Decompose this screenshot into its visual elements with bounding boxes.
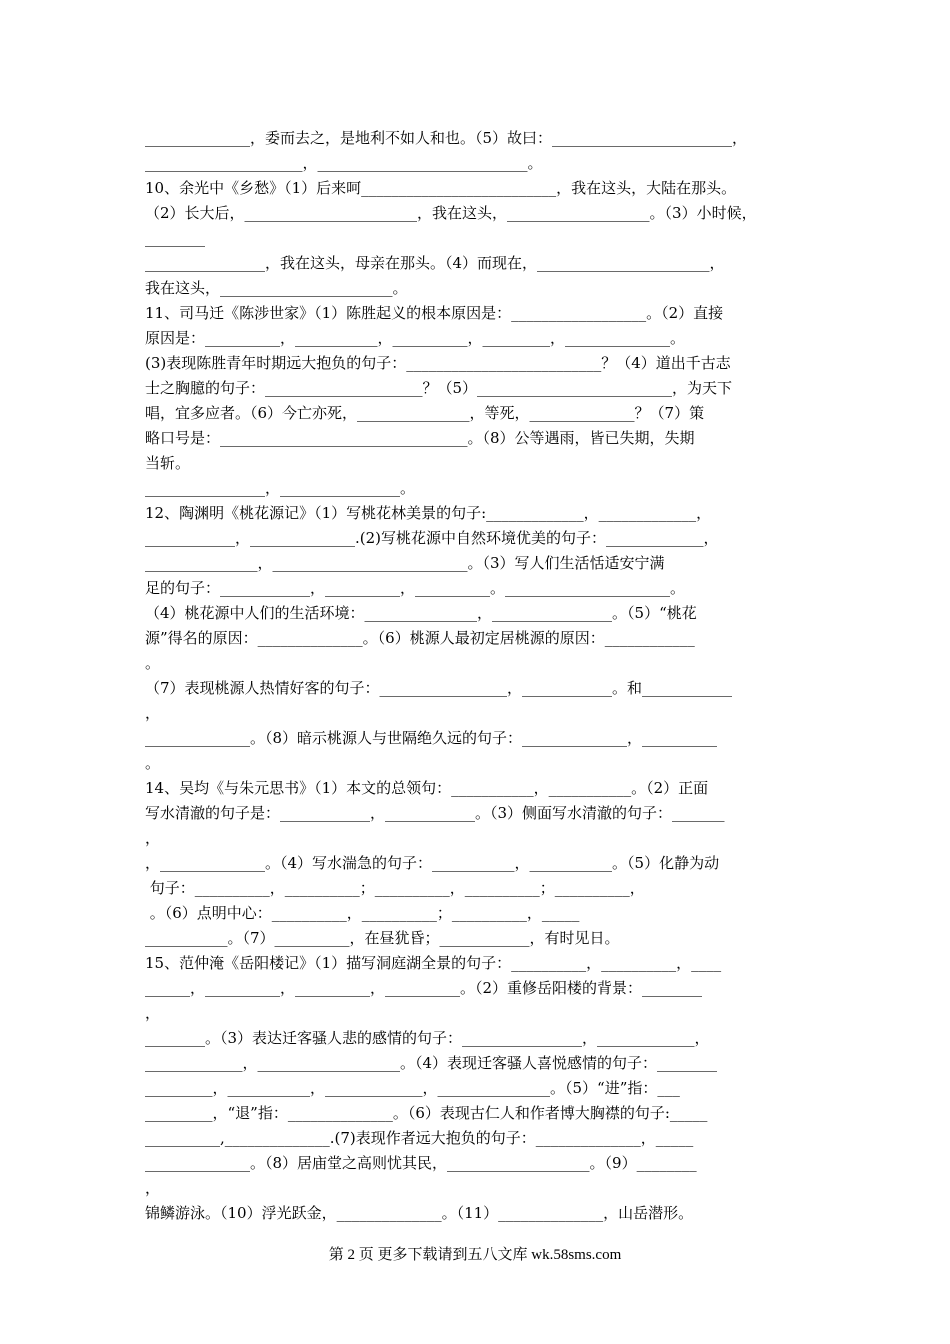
text-line: _________，“退”指：______________。（6）表现古仁人和作者博大胸襟的句子:_____ xyxy=(145,1104,708,1122)
text-line: 略口号是：_________________________________。（8）公等遇雨，皆已失期，失期 xyxy=(145,429,695,447)
text-line: ， xyxy=(145,704,161,722)
text-line: 10、余光中《乡愁》（1）后来呵__________________________，我在这头，大陆在那头。 xyxy=(145,179,737,197)
text-line: _________，___________，_____________，_______________。（5）“进”指：___ xyxy=(145,1079,680,1097)
text-line: 。（6）点明中心：__________，__________；__________，_____ xyxy=(145,904,580,922)
text-line: (3)表现陈胜青年时期远大抱负的句子：__________________________？（4）道出千古志 xyxy=(145,354,731,372)
text-line: 原因是：__________，___________，__________，_________，______________。 xyxy=(145,329,686,347)
text-line: ______，__________，__________，__________。（2）重修岳阳楼的背景：________ xyxy=(145,979,703,997)
text-line: 源”得名的原因：______________。（6）桃源人最初定居桃源的原因：____________ xyxy=(145,629,695,647)
text-line: 。 xyxy=(145,754,161,772)
text-line: ______________，委而去之，是地利不如人和也。（5）故曰：________________________， xyxy=(145,129,748,147)
text-line: 足的句子：____________，__________，__________。______________________。 xyxy=(145,579,686,597)
text-line: ，______________。（4）写水湍急的句子：___________，___________。（5）化静为动 xyxy=(145,854,720,872)
text-line: 11、司马迁《陈涉世家》（1）陈胜起义的根本原因是：__________________。（2）直接 xyxy=(145,304,724,322)
text-line: 我在这头，_______________________。 xyxy=(145,279,408,297)
text-line: （7）表现桃源人热情好客的句子：_________________，____________。和____________ xyxy=(145,679,733,697)
text-line: 士之胸臆的句子：_____________________？（5）__________________________，为天下 xyxy=(145,379,733,397)
text-line: ________________，我在这头，母亲在那头。（4）而现在，_______________________， xyxy=(145,254,725,272)
text-line: ， xyxy=(145,1179,161,1197)
text-line: _____________，___________________。（4）表现迁客骚人喜悦感情的句子：________ xyxy=(145,1054,718,1072)
text-line: 写水清澈的句子是：____________，____________。（3）侧面写水清澈的句子：_______ xyxy=(145,804,725,822)
text-line: ______________。（8）暗示桃源人与世隔绝久远的句子：______________，__________ xyxy=(145,729,718,747)
text-line: _____________________，____________________________。 xyxy=(145,154,543,172)
text-line: ________ xyxy=(145,229,205,247)
text-line: 句子：__________，__________；__________，__________；__________， xyxy=(145,879,645,897)
text-line: 12、陶渊明《桃花源记》（1）写桃花林美景的句子:_____________，_____________， xyxy=(145,504,712,522)
text-line: （2）长大后，_______________________，我在这头，___________________。（3）小时候， xyxy=(145,204,757,222)
text-line: 锦鳞游泳。（10）浮光跃金，______________。（11）______________，山岳潜形。 xyxy=(145,1204,694,1222)
text-line: ________。（3）表达迁客骚人悲的感情的句子：________________，_____________， xyxy=(145,1029,710,1047)
text-line: ， xyxy=(145,1004,161,1022)
text-line: ___________。（7）__________，在昼犹昏；____________，有时见日。 xyxy=(145,929,620,947)
text-line: 15、范仲淹《岳阳楼记》（1）描写洞庭湖全景的句子：__________，__________，____ xyxy=(145,954,722,972)
text-line: 14、吴均《与朱元思书》（1）本文的总领句：___________，___________。（2）正面 xyxy=(145,779,709,797)
text-line: __________,______________.(7)表现作者远大抱负的句子：______________，_____ xyxy=(145,1129,694,1147)
text-line: _______________，__________________________。（3）写人们生活恬适安宁满 xyxy=(145,554,665,572)
text-line: ____________，______________.(2)写桃花源中自然环境优美的句子：_____________， xyxy=(145,529,719,547)
page-footer: 第 2 页 更多下载请到五八文库 wk.58sms.com xyxy=(328,1247,622,1263)
text-line: ， xyxy=(145,829,161,847)
text-line: （4）桃花源中人们的生活环境：_______________，________________。（5）“桃花 xyxy=(145,604,697,622)
text-line: 。 xyxy=(145,654,161,672)
text-line: ______________。（8）居庙堂之高则忧其民，___________________。（9）________ xyxy=(145,1154,697,1172)
text-line: 当斩。 xyxy=(145,454,191,472)
text-line: ________________，________________。 xyxy=(145,479,416,497)
text-line: 唱，宜多应者。（6）今亡亦死，_______________，等死，______________？（7）策 xyxy=(145,404,705,422)
